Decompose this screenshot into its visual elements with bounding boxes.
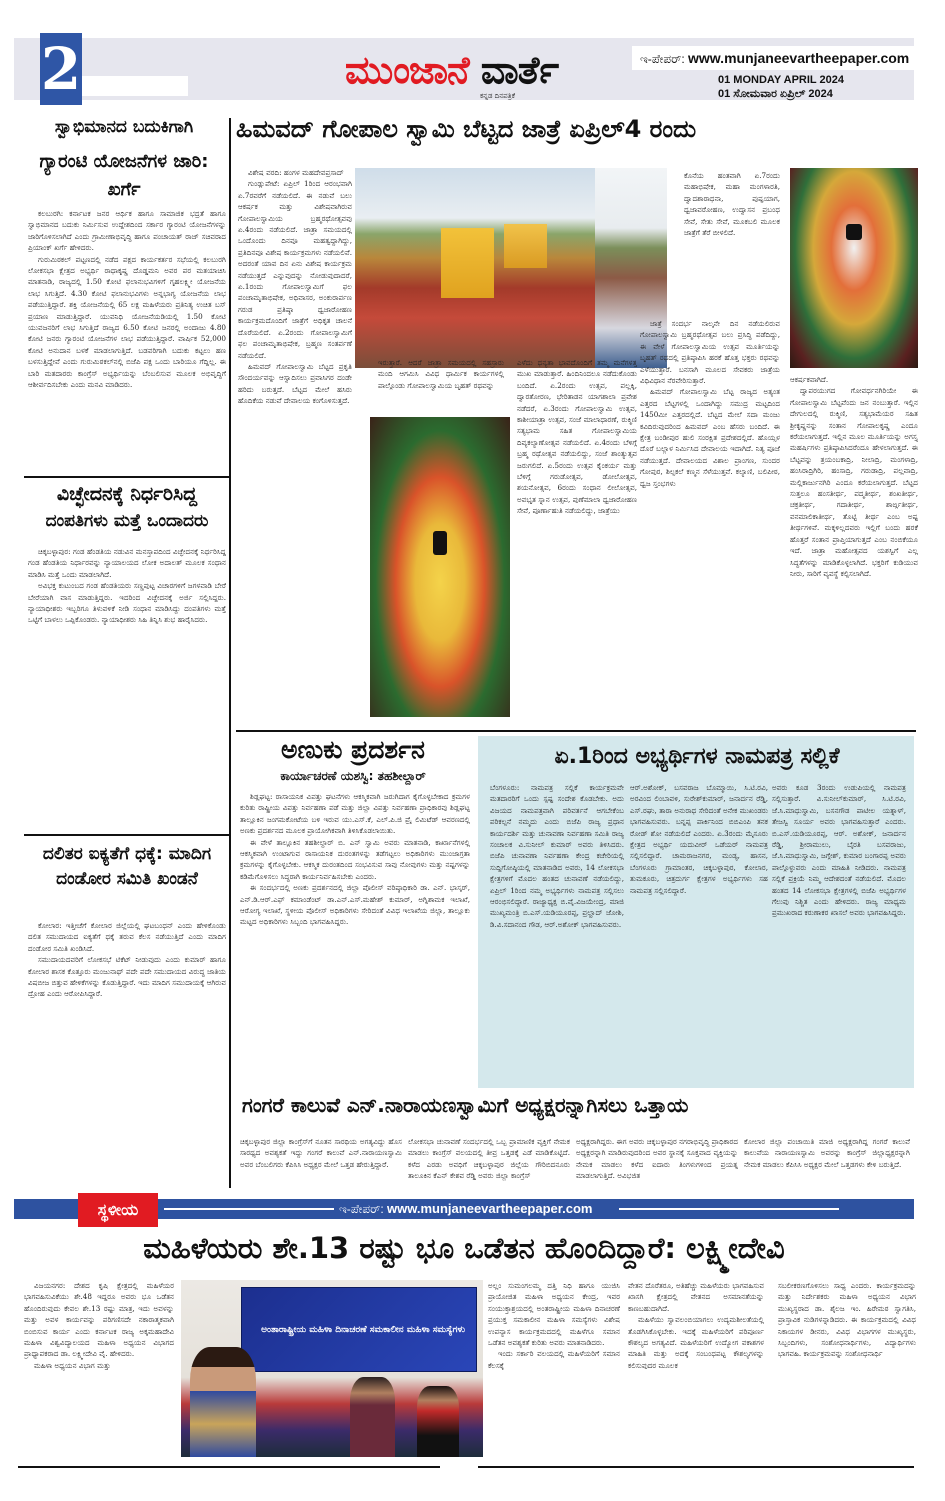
himavad-col4 (640, 318, 780, 726)
nomination-col3: ಅವರು ಕೂಡ 3ರಂದು ಉಡುಪಿಯಲ್ಲಿ ನಾಮಪತ್ರ ಸಲ್ಲಿಸುತ್ತಾರೆ. ವಿ.ಸುನೀಲ್‌ಕುಮಾರ್, ಸಿ.ಟಿ.ರವಿ, ಜೆ.ಸಿ.ಮಾಧುಸ್ವಾಮಿ, ಬಸನಗೌಡ ಪಾಟೀಲ ಯತ್ನಾಳ್, ತೇಜಸ್ವಿ ಸೂರ್ಯ ಅವರು ಭಾಗವಹಿಸುತ್ತಾರೆ ಎಂದರು. ಬಿ.ಎಸ್.ಯಡಿಯೂರಪ್ಪ, ಆರ್. ಅಶೋಕ್, ಜನಾರ್ದನ ರೆಡ್ಡಿ, ಶ್ರೀರಾಮುಲು, ಬೈರತಿ ಬಸವರಾಜು, ಜೆ.ಸಿ.ಮಾಧುಸ್ವಾಮಿ, ಜಗ್ಗೇಶ್, ಕುಮಾರ ಬಂಗಾರಪ್ಪ ಅವರು ಪಾಲ್ಗೊಳ್ಳುವರು ಎಂದು ಮಾಹಿತಿ ನೀಡಿದರು. ನಾಮಪತ್ರ ಸಲ್ಲಿಕೆ ಪ್ರಕ್ರಿಯೆ ನಿಮ್ಮ ಆದೇಶದಂತೆ ನಡೆಯಲಿದೆ. ಮೊದಲ ಹಂತದ 14 ಲೋಕಸಭಾ ಕ್ಷೇತ್ರಗಳಲ್ಲಿ ಬಿಜೆಪಿ ಅಭ್ಯರ್ಥಿಗಳ ಗೆಲುವು ನಿಶ್ಚಿತ ಎಂದು ಹೇಳಿದರು. ರಾಜ್ಯ ಮಾಧ್ಯಮ ಪ್ರಮುಖರಾದ ಕರುಣಾಕರ ಖಾಸಲೆ ಅವರು ಭಾಗವಹಿಸಿದ್ದರು. (772, 783, 906, 918)
nomination-col2: ಆರ್.ಅಶೋಕ್, ಬಸವರಾಜ ಬೊಮ್ಮಾಯಿ, ಸಿ.ಟಿ.ರವಿ, ಅರವಿಂದ ಲಿಂಬಾವಳಿ, ಸುರೇಶ್‌ಕುಮಾರ್, ಜನಾರ್ದನ ರೆಡ್ಡಿ, ಎಸ್.ರಘು, ತಾರಾ ಅನುರಾಧ ಸೇರಿದಂತೆ ಅನೇಕ ಮುಖಂಡರು ಭಾಗವಹಿಸುವರು. ಬನ್ನಪ್ಪ ಪಾರ್ಕಿನಿಂದ ಬಿಬಿಎಂಪಿ ತನಕ ರೋಡ್ ಶೋ ನಡೆಯಲಿದೆ ಎಂದರು. ಏ.3ರಂದು ಮೈಸೂರು ಕ್ಷೇತ್ರದ ಅಭ್ಯರ್ಥಿ ಯದುವೀರ್ ಒಡೆಯರ್ ನಾಮಪತ್ರ ಸಲ್ಲಿಸಲಿದ್ದಾರೆ. ಚಾಮರಾಜನಗರ, ಮಂಡ್ಯ, ಹಾಸನ, ಬೆಂಗಳೂರು ಗ್ರಾಮಾಂತರ, ಚಿಕ್ಕಬಳ್ಳಾಪುರ, ಕೋಲಾರ, ತುಮಕೂರು, ಚಿತ್ರದುರ್ಗ ಕ್ಷೇತ್ರಗಳ ಅಭ್ಯರ್ಥಿಗಳು ಸಹ ನಾಮಪತ್ರ ಸಲ್ಲಿಸಲಿದ್ದಾರೆ. (630, 783, 768, 895)
nomination-col1: ಬೆಂಗಳೂರು: ನಾಮಪತ್ರ ಸಲ್ಲಿಕೆ ಕಾರ್ಯಕ್ರಮವೇ ಮತದಾರರಿಗೆ ಒಂದು ಸ್ಪಷ್ಟ ಸಂದೇಶ ಕೊಡಬೇಕು. ಅದು ವಿಜಯದ ನಾಮಪತ್ರವಾಗಿ ಪರಿವರ್ತನೆ ಆಗಬೇಕೆಂಬ ಪರಿಕಲ್ಪನೆ ನಮ್ಮದು ಎಂದು ಬಿಜೆಪಿ ರಾಜ್ಯ ಪ್ರಧಾನ ಕಾರ್ಯದರ್ಶಿ ಮತ್ತು ಚುನಾವಣಾ ನಿರ್ವಹಣಾ ಸಮಿತಿ ರಾಜ್ಯ ಸಂಚಾಲಕ ವಿ.ಸುನೀಲ್ ಕುಮಾರ್ ಅವರು ತಿಳಿಸಿದರು. ಬಿಜೆಪಿ ಚುನಾವಣಾ ನಿರ್ವಹಣಾ ಕೇಂದ್ರ ಕಚೇರಿಯಲ್ಲಿ ಸುದ್ದಿಗೋಷ್ಠಿಯಲ್ಲಿ ಮಾತನಾಡಿದ ಅವರು, 14 ಲೋಕಸಭಾ ಕ್ಷೇತ್ರಗಳಿಗೆ ಮೊದಲ ಹಂತದ ಚುನಾವಣೆ ನಡೆಯಲಿದ್ದು, ಏಪ್ರಿಲ್ 1ರಿಂದ ನಮ್ಮ ಅಭ್ಯರ್ಥಿಗಳು ನಾಮಪತ್ರ ಸಲ್ಲಿಸಲು ಆರಂಭಿಸಲಿದ್ದಾರೆ. ರಾಜ್ಯಾಧ್ಯಕ್ಷ ಬಿ.ವೈ.ವಿಜಯೇಂದ್ರ, ಮಾಜಿ ಮುಖ್ಯಮಂತ್ರಿ ಬಿ.ಎಸ್.ಯಡಿಯೂರಪ್ಪ, ಪ್ರಲ್ಹಾದ್ ಜೋಶಿ, ಡಿ.ವಿ.ಸದಾನಂದ ಗೌಡ, ಆರ್.ಅಶೋಕ್ ಭಾಗವಹಿಸುವರು. (490, 783, 624, 929)
lakshmidevi-col2 (488, 1280, 620, 1474)
gangare-col: ಕೋಲಾರ ಜಿಲ್ಲಾ ಪಂಚಾಯಿತಿ ಮಾಜಿ ಅಧ್ಯಕ್ಷರಾಗಿದ್ದ ಗಂಗರೆ ಕಾಲುವೆ ಕಾಲುವೆಯ ನಾರಾಯಣಸ್ವಾಮಿ ಅವರನ್ನು ಕಾಂಗ್ರೆಸ್ ಜಿಲ್ಲಾಧ್ಯಕ್ಷರನ್ನಾಗಿ ನೇಮಕ ಮಾಡಲು ಕೆಪಿಸಿಸಿ ಅಧ್ಯಕ್ಷರ ಮೇಲೆ ಒತ್ತಡಗಳು ಕೇಳಿ ಬರುತ್ತಿದೆ. (744, 1137, 910, 1169)
lakshmidevi-paragraph: ಮಹಿಳೆಯು ಸ್ವಾವಲಂಬಿಯಾಗಲು ಉದ್ಯಮಶೀಲತೆಯಲ್ಲಿ ತೊಡಗಿಸಿಕೊಳ್ಳಬೇಕು. ಇದಕ್ಕೆ ಮಹಿಳೆಯರಿಗೆ ಪರಿಪೂರ್ಣ ಕೌಶಲ್ಯದ ಅಗತ್ಯವಿದೆ. ಮಹಿಳೆಯರಿಗೆ ಉದ್ಯೋಗ ವಕಾಶಗಳ ಮಾಹಿತಿ ಮತ್ತು ಅದಕ್ಕೆ ಸಂಬಂಧಪಟ್ಟ ಕೌಶಲ್ಯಗಳನ್ನು ಕಲಿಸುವುದರ ಮೂಲಕ (628, 1315, 764, 1370)
dalit-paragraph: ಸಮುದಾಯದವರಿಗೆ ಲೋಕಸಭೆ ಟಿಕೆಟ್ ನೀಡುವುದು ಎಂದು ಕುಮಾರ್ ಹಾಗೂ ಕೋಲಾರ ಶಾಸಕ ಕೊತ್ತೂರು ಮಂಜುನಾಥ್ ಪದೇ ಪದೇ ಸಮುದಾಯದ ವಿರುದ್ಧ ಜಾತಿಯ ವಿಷಬೀಜ ಬಿತ್ತುವ ಹೇಳಿಕೆಗಳನ್ನು ಕೊಡುತ್ತಿದ್ದಾರೆ. ಇದು ಮಾದಿಗ ಸಮುದಾಯಕ್ಕೆ ಆಗಿರುವ ದ್ರೋಹ ಎಂದು ಆರೋಪಿಸಿದ್ದಾರೆ. (28, 955, 226, 999)
section-label-local: ಸ್ಥಳೀಯ (78, 1193, 158, 1227)
divider (478, 1466, 914, 1468)
temple-tower (441, 228, 494, 298)
divider (24, 476, 230, 478)
divider (24, 834, 230, 836)
divorce-paragraph: ಅವಿಭಕ್ತ ಕುಟುಂಬದ ಗಂಡ ಹೆಂಡತಿಯರು ಸಣ್ಣಪುಟ್ಟ ವಿಚಾರಗಳಿಗೆ ಜಗಳವಾಡಿ ಬೇರೆ ಬೇರೆಯಾಗಿ ವಾಸ ಮಾಡುತ್ತಿದ್ದರು. ಇದರಿಂದ ವಿಚ್ಛೇದನಕ್ಕೆ ಅರ್ಜಿ ಸಲ್ಲಿಸಿದ್ದರು. ನ್ಯಾಯಾಧೀಶರು ಇಬ್ಬರಿಗೂ ತಿಳುವಳಿಕೆ ನೀಡಿ ಸಂಧಾನ ಮಾಡಿಸಿದ್ದು ದಂಪತಿಗಳು ಮತ್ತೆ ಒಟ್ಟಿಗೆ ಬಾಳಲು ಒಪ್ಪಿಕೊಂಡರು. ನ್ಯಾಯಾಧೀಶರು ಸಿಹಿ ತಿನ್ನಿಸಿ ಶುಭ ಹಾರೈಸಿದರು. (28, 581, 226, 625)
guarantee-paragraph: ಗುರುಮಿಠಕಲ್ ಪಟ್ಟಣದಲ್ಲಿ ನಡೆದ ಪಕ್ಷದ ಕಾರ್ಯಕರ್ತರ ಸಭೆಯಲ್ಲಿ ಕಲಬುರಗಿ ಲೋಕಸಭಾ ಕ್ಷೇತ್ರದ ಅಭ್ಯರ್ಥಿ ರಾಧಾಕೃಷ್ಣ ದೊಡ್ಡಮನಿ ಅವರ ಪರ ಮತಯಾಚಿಸಿ ಮಾತನಾಡಿ, ರಾಜ್ಯದಲ್ಲಿ 1.50 ಕೋಟಿ ಫಲಾನುಭವಿಗಳಿಗೆ ಗೃಹಲಕ್ಷ್ಮೀ ಯೋಜನೆಯ ಲಾಭ ಸಿಗುತ್ತಿದೆ. 4.30 ಕೋಟಿ ಫಲಾನುಭವಿಗಳು ಅನ್ನಭಾಗ್ಯ ಯೋಜನೆಯ ಲಾಭ ಪಡೆಯುತ್ತಿದ್ದಾರೆ. ಶಕ್ತಿ ಯೋಜನೆಯಲ್ಲಿ 65 ಲಕ್ಷ ಮಹಿಳೆಯರು ಪ್ರತಿನಿತ್ಯ ಉಚಿತ ಬಸ್ ಪ್ರಯಾಣ ಮಾಡುತ್ತಿದ್ದಾರೆ. ಯುವನಿಧಿ ಯೋಜನೆಯಡಿಯಲ್ಲಿ 1.50 ಕೋಟಿ ಯುವಜನರಿಗೆ ಲಾಭ ಸಿಗುತ್ತಿದೆ ರಾಜ್ಯದ 6.50 ಕೋಟಿ ಜನರಲ್ಲಿ ಅಂದಾಜು 4.80 ಕೋಟಿ ಜನರು ಗ್ಯಾರಂಟಿ ಯೋಜನೆಗಳ ಲಾಭ ಪಡೆಯುತ್ತಿದ್ದಾರೆ. ವಾರ್ಷಿಕ 52,000 ಕೋಟಿ ಅನುದಾನ ಬಳಕೆ ಮಾಡಲಾಗುತ್ತಿದೆ. ಬಡವರಿಗಾಗಿ ಬದುಕು ಕಟ್ಟಲು ಹಣ ಬಳಸುತ್ತಿದ್ದೇವೆ ಎಂದು ಗುರುಮಿಠಕಲ್‌ನಲ್ಲಿ ಬಿಜೆಪಿ ಪಕ್ಷ ಒಂದು ಬಾರಿಯೂ ಗೆದ್ದಿಲ್ಲ. ಈ ಬಾರಿ ಮತದಾರರು ಕಾಂಗ್ರೆಸ್ ಅಭ್ಯರ್ಥಿಯನ್ನು ಬೆಂಬಲಿಸುವ ಮೂಲಕ ಅಭಿವೃದ್ಧಿಗೆ ಆಶೀರ್ವದಿಸಬೇಕು ಎಂದು ಮನವಿ ಮಾಡಿದರು. (28, 254, 226, 390)
epaper-label: ಇ-ಪೇಪರ್: (640, 52, 685, 66)
page-number: 2 (40, 35, 82, 103)
lakshmidevi-col3 (628, 1280, 764, 1474)
divorce-headline-2: ದಂಪತಿಗಳು ಮತ್ತೆ ಒಂದಾದರು (45, 511, 209, 531)
himavad-col1 (238, 167, 352, 727)
lakshmidevi-col1 (24, 1280, 174, 1474)
nomination-headline: ಏ.1ರಿಂದ ಅಭ್ಯರ್ಥಿಗಳ ನಾಮಪತ್ರ ಸಲ್ಲಿಕೆ (554, 744, 840, 769)
date-english: 01 MONDAY APRIL 2024 (718, 74, 844, 86)
guarantee-kicker: ಸ್ವಾಭಿಮಾನದ ಬದುಕಿಗಾಗಿ (54, 117, 194, 137)
deity-photo (790, 168, 918, 368)
himavad-paragraph: ದ್ವಾಪರಯುಗದ ಗೋವರ್ಧನಗಿರಿಯೇ ಈ ಗೋಪಾಲಸ್ವಾಮಿ ಬೆಟ್ಟವೆಂದು ಜನ ನಂಬುತ್ತಾರೆ. ಇಲ್ಲಿನ ದೇಗುಲದಲ್ಲಿ ರುಕ್ಮಿಣಿ, ಸತ್ಯಭಾಮೆಯರ ಸಹಿತ ಶ್ರೀಕೃಷ್ಣನನ್ನು ಸಂತಾನ ಗೋಪಾಲಕೃಷ್ಣ ಎಂದೂ ಕರೆಯಲಾಗುತ್ತದೆ. ಇಲ್ಲಿನ ಮೂಲ ಮೂರ್ತಿಯನ್ನು ಅಗಸ್ತ್ಯ ಮಹರ್ಷಿಗಳು ಪ್ರತಿಷ್ಠಾಪಿಸಿದರೆಂದೂ ಹೇಳಲಾಗುತ್ತದೆ. ಈ ಬೆಟ್ಟವನ್ನು ತ್ರಯಂಬಕಾದ್ರಿ, ನೀಲಾದ್ರಿ, ಮಂಗಳಾದ್ರಿ, ಹಂಸಿರಾದ್ರಿಗಿರಿ, ಹಂಸಾದ್ರಿ, ಗರುಡಾದ್ರಿ, ಪಲ್ಲವಾದ್ರಿ, ಮಲ್ಲಿಕಾರ್ಜುನಗಿರಿ ಎಂದೂ ಕರೆಯಲಾಗುತ್ತದೆ. ಬೆಟ್ಟದ ಸುತ್ತಲೂ ಹಂಸತೀರ್ಥ, ಪದ್ಮತೀರ್ಥ, ಶಂಖತೀರ್ಥ, ಚಕ್ರತೀರ್ಥ, ಗದಾತೀರ್ಥ, ಶಾರ್ಙ್ಗತೀರ್ಥ, ವನಮಾಲಿಕಾತೀರ್ಥ, ತೊಟ್ಟಿ ತೀರ್ಥ ಎಂಬ ಅಷ್ಟ ತೀರ್ಥಗಳಿವೆ. ಮಕ್ಕಳಿಲ್ಲದವರು ಇಲ್ಲಿಗೆ ಬಂದು ಹರಕೆ ಹೊತ್ತರೆ ಸಂತಾನ ಪ್ರಾಪ್ತಿಯಾಗುತ್ತದೆ ಎಂಬ ನಂಬಿಕೆಯೂ ಇದೆ. ಜಾತ್ರಾ ಮಹೋತ್ಸವದ ಯಶಸ್ವಿಗೆ ಎಲ್ಲ ಸಿದ್ಧತೆಗಳನ್ನು ಮಾಡಿಕೊಳ್ಳಲಾಗಿದೆ. ಭಕ್ತರಿಗೆ ಕುಡಿಯುವ ನೀರು, ಸಾರಿಗೆ ವ್ಯವಸ್ಥೆ ಕಲ್ಪಿಸಲಾಗಿದೆ. (790, 386, 918, 578)
lakshmidevi-paragraph: ಇಂದು ಸರ್ಕಾರಿ ವಲಯದಲ್ಲಿ ಮಹಿಳೆಯರಿಗೆ ಸಮಾನ ಕೆಲಸಕ್ಕೆ (488, 1349, 620, 1370)
himavad-headline: ಹಿಮವದ್ ಗೋಪಾಲ ಸ್ವಾಮಿ ಬೆಟ್ಟದ ಜಾತ್ರೆ ಏಪ್ರಿಲ್4 ರಂದು (236, 115, 697, 143)
divorce-headline-1: ವಿಚ್ಛೇದನಕ್ಕೆ ನಿರ್ಧರಿಸಿದ್ದ (56, 483, 198, 505)
lakshmidevi-paragraph: ಅಲ್ಲಂ ಸುಮಂಗಲಮ್ಮ ದತ್ತಿ ನಿಧಿ ಹಾಗೂ ಯುಜಿಸಿ ಪ್ರಾಯೋಜಿತ ಮಹಿಳಾ ಅಧ್ಯಯನ ಕೇಂದ್ರ, ಇವರ ಸಂಯುಕ್ತಾಶ್ರಯದಲ್ಲಿ ಅಂತರಾಷ್ಟ್ರೀಯ ಮಹಿಳಾ ದಿನಾಚರಣೆ ಪ್ರಯುಕ್ತ ಸಮಕಾಲೀನ ಮಹಿಳಾ ಸಮಸ್ಯೆಗಳು ವಿಶೇಷ ಉಪನ್ಯಾಸ ಕಾರ್ಯಕ್ರಮದದಲ್ಲಿ ಮಹಿಳೆಗೂ ಸಮಾನ ಒಡೆತನ ಅವಶ್ಯಕತೆ ಕುರಿತು ಅವರು ಮಾತನಾಡಿದರು. (488, 1281, 620, 1348)
speaker (190, 1347, 256, 1457)
himavad-paragraph: ಜಾತ್ರೆ ಸಂದರ್ಭ ನಾಲ್ಕನೇ ದಿನ ನಡೆಯಲಿರುವ ಗೋಪಾಲಸ್ವಾಮಿ ಬ್ರಹ್ಮರಥೋತ್ಸವ ಬಲು ಪ್ರಸಿದ್ಧಿ ಪಡೆದಿದ್ದು, ಈ ವೇಳೆ ಗೋಪಾಲಸ್ವಾಮಿಯ ಉತ್ಸವ ಮೂರ್ತಿಯನ್ನು ಬೃಹತ್ ರಥದಲ್ಲಿ ಪ್ರತಿಷ್ಠಾಪಿಸಿ ಹರಕೆ ಹೊತ್ತ ಭಕ್ತರು ರಥವನ್ನು ಎಳೆಯುತ್ತಾರೆ. ಬನಸಾಗಿ ಮೂಲದ ಸೇವಕರು ಜಾತ್ರೆಯ ವಿಧಿವಿಧಾನ ನೆರವೇರಿಸುತ್ತಾರೆ. (640, 319, 780, 386)
date-kannada: 01 ಸೋಮವಾರ ಏಪ್ರಿಲ್ 2024 (718, 88, 833, 100)
strip-epaper[interactable] (339, 1201, 592, 1217)
himavad-paragraph: ವಿಶೇಷ ವರದಿ: ಹಂಗಳ ಮಹದೇವಪ್ರಸಾದ್ (248, 168, 344, 177)
jatre-crowd-photo (355, 168, 595, 368)
lakshmidevi-paragraph: ವೇತನ ದೊರೆತರೂ, ಅತಿಹೆಚ್ಚು ಮಹಿಳೆಯರು ಭಾಗವಹಿಸುವ ಖಾಸಗಿ ಕ್ಷೇತ್ರದಲ್ಲಿ ವೇತನದ ಅಸಮಾನತೆಯನ್ನು ಕಾಣಬಹುದಾಗಿದೆ. (628, 1281, 764, 1313)
mockdrill-paragraph: ಶಿಡ್ಲಘಟ್ಟ: ರಾಸಾಯನಿಕ ವಿಪತ್ತು ಘಟನೆಗಳು ಆಕಸ್ಮಿಕವಾಗಿ ಜರುಗಿದಾಗ ಕೈಗೊಳ್ಳಬೇಕಾದ ಕ್ರಮಗಳ ಕುರಿತು ರಾಷ್ಟ್ರೀಯ ವಿಪತ್ತು ನಿರ್ವಹಣಾ ಪಡೆ ಮತ್ತು ಜಿಲ್ಲಾ ವಿಪತ್ತು ನಿರ್ವಹಣಾ ಪ್ರಾಧಿಕಾರವು ಶಿಡ್ಲಘಟ್ಟ ತಾಲ್ಲೂಕಿನ ಜಂಗಮಕೋಟೆಯ ಬಳಿ ಇರುವ ಯು.ಎಸ್.ಕೆ, ಎಲ್.ಪಿ.ಜಿ ಪ್ರೈ ಲಿಮಿಟೆಡ್ ಆವರಣದಲ್ಲಿ ಅಣಕು ಪ್ರದರ್ಶನದ ಮೂಲಕ ಪ್ರಾಯೋಗಿಕವಾಗಿ ತಿಳಿಸಿಕೊಡಲಾಯಿತು. (240, 792, 470, 836)
divider (236, 730, 916, 732)
dalit-paragraph: ಕೋಲಾರ: ಇತ್ತೀಚೆಗೆ ಕೋಲಾರ ಜಿಲ್ಲೆಯಲ್ಲಿ ಘಟಬಂಧನ್ ಎಂದು ಹೇಳಿಕೊಂಡು ದಲಿತ ಸಮುದಾಯದ ಐಕ್ಯತೆಗೆ ಧಕ್ಕೆ ತರುವ ಕೆಲಸ ನಡೆಯುತ್ತಿದೆ ಎಂದು ಮಾದಿಗ ದಂಡೋರ ಸಮಿತಿ ಖಂಡಿಸಿದೆ. (28, 921, 226, 953)
lakshmidevi-paragraph: ಮಹಿಳಾ ಅಧ್ಯಯನ ವಿಭಾಗ ಮತ್ತು (34, 1360, 111, 1370)
himavad-paragraph: ಹಿಮವದ್ ಗೋಪಾಲಸ್ವಾಮಿ ಬೆಟ್ಟ ರಾಜ್ಯದ ಅತ್ಯಂತ ಎತ್ತರದ ಬೆಟ್ಟಗಳಲ್ಲಿ ಒಂದಾಗಿದ್ದು ಸಮುದ್ರ ಮಟ್ಟದಿಂದ 1450ಮೀ ಎತ್ತರದಲ್ಲಿದೆ. ಬೆಟ್ಟದ ಮೇಲೆ ಸದಾ ಮಂಜು ಕವಿದಿರುವುದರಿಂದ ಹಿಮವದ್ ಎಂಬ ಹೆಸರು ಬಂದಿದೆ. ಈ ಕ್ಷೇತ್ರ ಬಂಡೀಪುರ ಹುಲಿ ಸಂರಕ್ಷಿತ ಪ್ರದೇಶದಲ್ಲಿದೆ. ಹೊಯ್ಸಳ ದೊರೆ ಬಲ್ಲಾಳ ನಿರ್ಮಿಸಿದ ದೇವಾಲಯ ಇದಾಗಿದೆ. ನಿತ್ಯ ಪೂಜೆ ನಡೆಯುತ್ತದೆ. ದೇವಾಲಯದ ವಿಶಾಲ ಪ್ರಾಂಗಣ, ಸುಂದರ ಗೋಪುರ, ಶಿಲ್ಪಕಲೆ ಕಣ್ಮನ ಸೆಳೆಯುತ್ತವೆ. ಕಲ್ಯಾಣಿ, ಬಲಿಪೀಠ, ಧ್ವಜ ಸ್ತಂಭಗಳು (640, 387, 780, 488)
himavad-col5 (790, 374, 918, 724)
dalit-body (28, 920, 226, 1188)
gopalaswamy-idol-photo (370, 417, 510, 717)
guest (350, 1377, 395, 1457)
dalit-headline: ದಲಿತರ ಐಕ್ಯತೆಗೆ ಧಕ್ಕೆ: ಮಾದಿಗ ದಂಡೋರ ಸಮಿತಿ ಖಂಡನೆ (42, 844, 212, 889)
column-rule (229, 118, 231, 1188)
strip-rule (619, 1208, 839, 1210)
gangare-col: ಅಧ್ಯಕ್ಷರಾಗಿದ್ದರು. ಈಗ ಅವರು ಚಿಕ್ಕಬಳ್ಳಾಪುರ ನಗರಾಭಿವೃದ್ಧಿ ಪ್ರಾಧಿಕಾರದ ಅಧ್ಯಕ್ಷರನ್ನಾಗಿ ಮಾಡಿರುವುದರಿಂದ ಅವರ ಸ್ಥಾನಕ್ಕೆ ಸೂಕ್ತವಾದ ವ್ಯಕ್ತಿಯನ್ನು ನೇಮಕ ಮಾಡಲು ಕಳೆದ ಐದಾರು ತಿಂಗಳುಗಳಿಂದ ಪ್ರಯತ್ನ ಮಾಡಲಾಗುತ್ತಿದೆ. ಅವಿಭಜಿತ (576, 1137, 738, 1181)
newspaper-logo (345, 46, 558, 94)
himavad-paragraph: ಹಿಮವದ್ ಗೋಪಾಲಸ್ವಾಮಿ ಬೆಟ್ಟದ ಪ್ರಕೃತಿ ಸೌಂದರ್ಯವನ್ನು ಆಸ್ವಾದಿಸಲು ಪ್ರವಾಸಿಗರ ದಂಡೇ ಹರಿದು ಬರುತ್ತದೆ. ಬೆಟ್ಟದ ಮೇಲೆ ಹಸಿರು ಹೊದಿಕೆಯ ನಡುವೆ ದೇವಾಲಯ ಕಂಗೊಳಿಸುತ್ತದೆ. (238, 361, 352, 406)
seminar-banner (241, 1287, 477, 1372)
lakshmidevi-col4: ಸಬಲೀಕರಣಗೊಳಿಸಲು ಸಾಧ್ಯ ಎಂದರು. ಕಾರ್ಯಕ್ರಮದನ್ನು ಮತ್ತು ನಿರ್ದೇಶಕರು ಮಹಿಳಾ ಅಧ್ಯಯನ ವಿಭಾಗ ಮುಖ್ಯಸ್ಥರಾದ ಡಾ. ಶೈಲಜ ಇಂ. ಹಿರೇಮಠ ಸ್ವಾಗತಿಸಿ, ಪ್ರಾಸ್ತಾವಿಕ ನುಡಿಗಳನ್ನಾಡಿದರು. ಈ ಕಾರ್ಯಕ್ರಮದಲ್ಲಿ ವಿವಿಧ ನಿಕಾಯಗಳ ಡೀನರು, ವಿವಿಧ ವಿಭಾಗಗಳ ಮುಖ್ಯಸ್ಥರು, ಸಿಬ್ಬಂದಿಗಳು, ಸಂಶೋಧನಾರ್ಥಿಗಳು, ವಿದ್ಯಾರ್ಥಿಗಳು ಭಾಗವಹಿ. ಕಾರ್ಯಕ್ರಮವನ್ನು ಸಂಶೋಧನಾರ್ಥಿ (778, 1281, 916, 1359)
idol-face (433, 531, 447, 555)
temple-tower (504, 224, 547, 268)
gangare-headline: ಗಂಗರೆ ಕಾಲುವೆ ಎನ್.ನಾರಾಯಣಸ್ವಾಮಿಗೆ ಅಧ್ಯಕ್ಷರನ್ನಾಗಿಸಲು ಒತ್ತಾಯ (242, 1093, 689, 1117)
strip-epaper-url[interactable]: www.munjaneevartheepaper.com (387, 1201, 593, 1216)
gangare-col: ಚಿಕ್ಕಬಳ್ಳಾಪುರ ಜಿಲ್ಲಾ ಕಾಂಗ್ರೆಸ್‌ಗೆ ನೂತನ ಸಾರಥಿಯ ಅಗತ್ಯವಿದ್ದು ಹೊಸ ಸಾರಥ್ಯದ ಅವಶ್ಯಕತೆ ಇದ್ದು ಗಂಗರೆ ಕಾಲುವೆ ಎನ್.ನಾರಾಯಣಸ್ವಾಮಿ ಅವರ ಬೆಂಬಲಿಗರು ಕೆಪಿಸಿಸಿ ಅಧ್ಯಕ್ಷರ ಮೇಲೆ ಒತ್ತಡ ಹೇರುತ್ತಿದ್ದಾರೆ. (240, 1137, 402, 1169)
logo-word-red: ಮುಂಜಾನೆ (345, 48, 469, 92)
himavad-col3: ಎಳೆದು ಧನ್ಯತಾ ಭಾವದೊಂದಿಗೆ ತಮ್ಮ ಮನೆಗಳತ್ತ ಮುಖ ಮಾಡುತ್ತಾರೆ. ಹಿಂದಿನಿಂದಲೂ ನಡೆದುಕೊಂಡು ಬಂದಿದೆ. ಏ.2ರಂದು ಉತ್ಸವ, ಪಲ್ಲಕ್ಕಿ, ದ್ವಾರತೋರಣ, ಭೇರಿತಾಡನ ಯಾಗಶಾಲಾ ಪ್ರವೇಶ ನಡೆದರೆ, ಏ.3ರಂದು ಗೋಪಾಲಸ್ವಾಮಿ ಉತ್ಸವ, ಕಾಶೀಯಾತ್ರಾ ಉತ್ಸವ, ಸಂಜೆ ಮಾಲಾಧಾರಣೆ, ರುಕ್ಮಿಣಿ ಸತ್ಯಭಾಮ ಸಹಿತ ಗೋಪಾಲಸ್ವಾಮಿಯ ದಿವ್ಯಕಲ್ಯಾಣೋತ್ಸವ ನಡೆಯಲಿದೆ. ಏ.4ರಂದು ಬೆಳಿಗ್ಗೆ ಬ್ರಹ್ಮ ರಥೋತ್ಸವ ನಡೆಯಲಿದ್ದು, ಸಂಜೆ ಶಾಂತ್ಯುತ್ಸವ ಜರುಗಲಿದೆ. ಏ.5ರಂದು ಉತ್ಸವ ಕೈಂಕರ್ಯ ಮತ್ತು ಬೆಳಿಗ್ಗೆ ಗರುಡೋತ್ಸವ, ಡೋಲೋತ್ಸವ, ಶಯನೋತ್ಸವ, 6ರಂದು ಸಂಧಾನ ಲೀಲೋತ್ಸವ, ಅವಭೃತ ಸ್ನಾನ ಉತ್ಸವ, ಪುಣೆಮಾಲಾ ಧ್ವಜಾರೋಹಣ ಸೇವೆ, ಪೂರ್ಣಾಹುತಿ ನಡೆಯಲಿದ್ದು, ಜಾತ್ರೆಯು (517, 358, 637, 516)
divorce-body (28, 546, 226, 828)
mockdrill-headline: ಅಣುಕು ಪ್ರದರ್ಶನ (281, 735, 425, 764)
divider (18, 1466, 440, 1468)
strip-epaper-label: ಇ-ಪೇಪರ್: (339, 1202, 384, 1216)
himavad-col2-top: ಇರುತ್ತಾರೆ. ಆದರೆ ಜಾತ್ರಾ ಸಮಯದಲ್ಲಿ ಸಹಸ್ರಾರು ಮಂದಿ ಆಗಮಿಸಿ ವಿವಿಧ ಧಾರ್ಮಿಕ ಕಾರ್ಯಗಳಲ್ಲಿ ಪಾಲ್ಗೊಂಡು ಗೋಪಾಲಸ್ವಾಮಿಯ ಬೃಹತ್ ರಥವನ್ನು (378, 358, 504, 390)
guarantee-paragraph: ಕಲಬುರಗಿ: ಕರ್ನಾಟಕ ಜನರ ಆರ್ಥಿಕ ಹಾಗೂ ಸಾಮಾಜಿಕ ಭದ್ರತೆ ಹಾಗೂ ಸ್ವಾಭಿಮಾನದ ಬದುಕು ನಿರ್ಮಿಸುವ ಉದ್ದೇಶದಿಂದ ಸರ್ಕಾರ ಗ್ಯಾರಂಟಿ ಯೋಜನೆಗಳನ್ನು ಜಾರಿಗೊಳಿಸಲಾಗಿದೆ ಎಂದು ಗ್ರಾಮೀಣಾಭಿವೃದ್ಧಿ ಹಾಗೂ ಪಂಚಾಯತ್ ರಾಜ್ ಸಚಿವರಾದ ಪ್ರಿಯಾಂಕ್ ಖರ್ಗೆ ಹೇಳಿದರು. (28, 209, 226, 253)
himavad-paragraph: ಗುಂಡ್ಲುಪೇಟೆ: ಏಪ್ರಿಲ್ 1ರಿಂದ ಆರಂಭವಾಗಿ ಏ.7ರವರೆಗೆ ನಡೆಯಲಿದೆ. ಈ ನಡುವೆ ಬಲು ಆಕರ್ಷಕ ಮತ್ತು ವಿಶೇಷವಾಗಿರುವ ಗೋಪಾಲಸ್ವಾಮಿಯ ಬ್ರಹ್ಮರಥೋತ್ಸವವು ಏ.4ರಂದು ನಡೆಯಲಿದೆ. ಜಾತ್ರಾ ಸಮಯದಲ್ಲಿ ಒಂದೊಂದು ದಿನವೂ ಮಹತ್ವದ್ದಾಗಿದ್ದು, ಪ್ರತಿದಿನವೂ ವಿಶೇಷ ಕಾರ್ಯಕ್ರಮಗಳು ನಡೆಯಲಿವೆ. ಅದರಂತೆ ಯಾವ ದಿನ ಏನು ವಿಶೇಷ ಕಾರ್ಯಕ್ರಮ ನಡೆಯುತ್ತದೆ ಎನ್ನುವುದನ್ನು ನೋಡುವುದಾದರೆ, ಏ.1ರಂದು ಗೋಪಾಲಸ್ವಾಮಿಗೆ ಫಲ ಪಂಚಾಮೃತಾಭಿಷೇಕ, ಅಧಿವಾಸರ, ಅಂಕುರಾರ್ಪಣ ಗರುಡ ಪ್ರತಿಷ್ಠಾ ಧ್ವಜಾರೋಹಣ ಕಾರ್ಯಕ್ರಮದೊಂದಿಗೆ ಜಾತ್ರೆಗೆ ಅಧಿಕೃತ ಚಾಲನೆ ದೊರೆಯಲಿದೆ. ಏ.2ರಂದು ಗೋಪಾಲಸ್ವಾಮಿಗೆ ಫಲ ಪಂಚಾಮೃತಾಭಿಷೇಕ, ಬ್ರಹ್ಮಣ ಸಂತರ್ಪಣೆ ನಡೆಯಲಿದೆ. (238, 179, 352, 360)
gangare-col: ಲೋಕಸಭಾ ಚುನಾವಣೆ ಸಂದರ್ಭದಲ್ಲಿ ಒಬ್ಬ ಪ್ರಾಮಾಣಿಕ ವ್ಯಕ್ತಿಗೆ ನೇಮಕ ಮಾಡಲು ಕಾಂಗ್ರೆಸ್ ವಲಯದಲ್ಲಿ ತೀವ್ರ ಒತ್ತಡಕ್ಕೆ ಎಡೆ ಮಾಡಿಕೊಟ್ಟಿದೆ. ಕಳೆದ ಎರಡು ಅವಧಿಗೆ ಚಿಕ್ಕಬಳ್ಳಾಪುರ ಜಿಲ್ಲೆಯ ಗೌರಿಬಿದನೂರು ತಾಲೂಕಿನ ಕೆಎನ್ ಕೇಶವ ರೆಡ್ಡಿ ಅವರು ಜಿಲ್ಲಾ ಕಾಂಗ್ರೆಸ್ (408, 1137, 570, 1181)
logo-word-black: ವಾರ್ತೆ (480, 48, 559, 92)
banner-text: ಅಂತಾರಾಷ್ಟ್ರೀಯ ಮಹಿಳಾ ದಿನಾಚರಣೆ ಸಮಕಾಲೀನ ಮಹಿಳಾ ಸಮಸ್ಯೆಗಳು (261, 1325, 466, 1336)
lakshmidevi-headline: ಮಹಿಳೆಯರು ಶೇ.13 ರಷ್ಟು ಭೂ ಒಡೆತನ ಹೊಂದಿದ್ದಾರೆ: ಲಕ್ಷ್ಮೀದೇವಿ (143, 1231, 785, 1265)
seminar-photo (181, 1280, 483, 1457)
epaper-link[interactable] (632, 46, 914, 70)
strip-rule (164, 1208, 334, 1210)
lakshmidevi-paragraph: ವಿಜಯನಗರ: ದೇಶದ ಕೃಷಿ ಕ್ಷೇತ್ರದಲ್ಲಿ ಮಹಿಳೆಯರ ಭಾಗವಹಿಸುವಿಕೆಯು ಶೇ.48 ಇದ್ದರೂ ಅವರು ಭೂ ಒಡೆತನ ಹೊಂದಿರುವುದು ಕೇವಲ ಶೇ.13 ರಷ್ಟು ಮಾತ್ರ, ಇದು ಅವಳನ್ನು ಮತ್ತು ಅವಳ ಕಾರ್ಯವನ್ನು ಪರಿಗಣಿಸದೇ ನಕಾರಾತ್ಮಕವಾಗಿ ಬಿಂಬಿಸುವ ಕಾರ್ಯ ಎಂದು ಕರ್ನಾಟಕ ರಾಜ್ಯ ಅಕ್ಕಮಹಾದೇವಿ ಮಹಿಳಾ ವಿಶ್ವವಿದ್ಯಾಲಯದ ಮಹಿಳಾ ಅಧ್ಯಯನ ವಿಭಾಗದ ಪ್ರಾಧ್ಯಾಪಕರಾದ ಡಾ. ಲಕ್ಷ್ಮೀದೇವಿ ವೈ. ಹೇಳಿದರು. (24, 1281, 174, 1359)
himavad-paragraph: ಆಕರ್ಷಕವಾಗಿದೆ. (790, 375, 829, 384)
epaper-url[interactable]: www.munjaneevartheepaper.com (688, 50, 910, 66)
mockdrill-paragraph: ಈ ವೇಳೆ ತಾಲ್ಲೂಕಿನ ತಹಶೀಲ್ದಾರ್ ಬಿ. ಎನ್ ಸ್ವಾಮಿ ಅವರು ಮಾತನಾಡಿ, ಕಾರ್ಖಾನೆಗಳಲ್ಲಿ ಆಕಸ್ಮಿಕವಾಗಿ ಉಂಟಾಗುವ ರಾಸಾಯನಿಕ ದುರಂತಗಳನ್ನು ತಡೆಗಟ್ಟಲು ಅಧಿಕಾರಿಗಳು ಮುಂಜಾಗ್ರತಾ ಕ್ರಮಗಳನ್ನು ಕೈಗೊಳ್ಳಬೇಕು. ಆಕಸ್ಮಿಕ ದುರಂತದಿಂದ ಸಂಭವಿಸುವ ಸಾವು ನೋವುಗಳು ಮತ್ತು ನಷ್ಟಗಳನ್ನು ಕಡಿಮೆಗೊಳಿಸಲು ಸಿದ್ಧರಾಗಿ ಕಾರ್ಯನಿರ್ವಹಿಸಬೇಕು ಎಂದರು. (240, 837, 470, 881)
idol-face (846, 224, 861, 240)
guarantee-headline: ಗ್ಯಾರಂಟಿ ಯೋಜನೆಗಳ ಜಾರಿ: ಖರ್ಗೆ (39, 151, 209, 200)
mockdrill-body (240, 791, 470, 1087)
mockdrill-subhead: ಕಾರ್ಯಾಚರಣೆ ಯಶಸ್ವಿ: ತಹಶೀಲ್ದಾರ್ (280, 769, 426, 783)
guest (417, 1386, 459, 1457)
divorce-paragraph: ಚಿಕ್ಕಬಳ್ಳಾಪುರ: ಗಂಡ ಹೆಂಡತಿಯ ನಡುವಿನ ಮನಸ್ತಾಪದಿಂದ ವಿಚ್ಛೇದನಕ್ಕೆ ನಿರ್ಧರಿಸಿದ್ದ ಗಂಡ ಹೆಂಡತಿಯ ನಿರ್ಧಾರವನ್ನು ನ್ಯಾಯಾಲಯದ ಲೋಕ ಅದಾಲತ್ ಮೂಲಕ ಸಂಧಾನ ಮಾಡಿಸಿ ಮತ್ತೆ ಒಂದು ಮಾಡಲಾಗಿದೆ. (28, 547, 226, 579)
mockdrill-paragraph: ಈ ಸಂದರ್ಭದಲ್ಲಿ ಅಣಕು ಪ್ರದರ್ಶನದಲ್ಲಿ ಜಿಲ್ಲಾ ಪೊಲೀಸ್ ವರಿಷ್ಠಾಧಿಕಾರಿ ಡಾ. ಎನ್. ಭಾಸ್ಕರ್, ಎನ್.ಡಿ.ಆರ್.ಎಫ್ ಕಮಾಂಡೆಂಟ್ ಡಾ.ಎನ್.ಎಸ್.ಮಹೇಶ್ ಕುಮಾರ್, ಅಗ್ನಿಶಾಮಕ ಇಲಾಖೆ, ಆರೋಗ್ಯ ಇಲಾಖೆ, ಸ್ಥಳೀಯ ಪೊಲೀಸ್ ಅಧಿಕಾರಿಗಳು ಸೇರಿದಂತೆ ವಿವಿಧ ಇಲಾಖೆಯ ಜಿಲ್ಲಾ, ತಾಲ್ಲೂಕು ಮಟ್ಟದ ಅಧಿಕಾರಿಗಳು ಸಿಬ್ಬಂದಿ ಭಾಗವಹಿಸಿದ್ದರು. (240, 883, 470, 927)
himavad-col4-top: ಕೊನೆಯ ಹಂತವಾಗಿ ಏ.7ರಂದು ಮಹಾಭಿಷೇಕ, ಮಹಾ ಮಂಗಳಾರತಿ, ದ್ವಾದಶಾರಾಧನಾ, ಪುಷ್ಪಯಾಗ, ಧ್ವಜಾವರೋಹಣ, ಉದ್ವಾಸನ ಪ್ರಬಂಧ ಸೇವೆ, ಸೇತು ಸೇವೆ, ಮೂಕಬಲಿ ಮೂಲಕ ಜಾತ್ರೆಗೆ ತೆರೆ ಬೀಳಲಿದೆ. (684, 171, 780, 238)
logo-tagline: ಕನ್ನಡ ದಿನಪತ್ರಿಕೆ (480, 92, 516, 100)
guarantee-body (28, 208, 226, 470)
